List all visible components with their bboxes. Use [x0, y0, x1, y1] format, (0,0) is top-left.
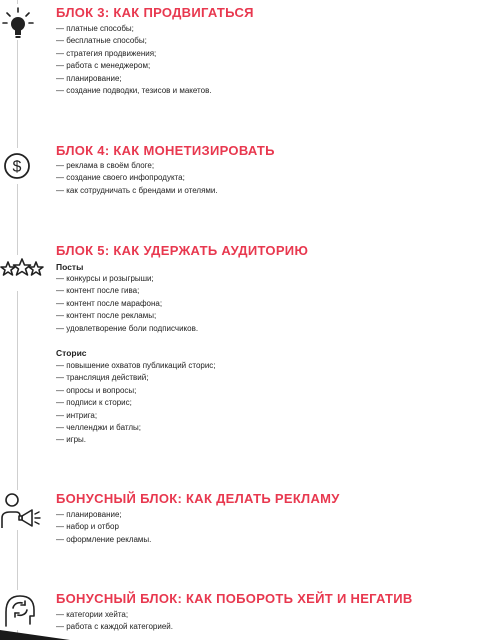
- corner-decoration: [0, 630, 70, 640]
- list-item: — удовлетворение боли подписчиков.: [56, 323, 199, 333]
- stories-list: [56, 360, 216, 447]
- list-item: — челленджи и батлы;: [56, 423, 141, 433]
- list-item: — планирование;: [56, 510, 122, 519]
- refresh-head-icon: [0, 590, 40, 630]
- posts-list: [56, 273, 198, 335]
- bonus-block-1-title: БОНУСНЫЙ БЛОК: КАК ДЕЛАТЬ РЕКЛАМУ: [56, 491, 340, 506]
- svg-text:$: $: [12, 158, 22, 176]
- dollar-coin-icon: [0, 148, 36, 184]
- list-item: — категории хейта;: [56, 610, 129, 619]
- list-item: — контент после гива;: [56, 286, 140, 296]
- list-item: — бесплатные способы;: [56, 36, 147, 46]
- bonus-block-2-title: БОНУСНЫЙ БЛОК: КАК ПОБОРОТЬ ХЕЙТ И НЕГАТИВ: [56, 591, 413, 606]
- list-item: — реклама в своём блоге;: [56, 161, 155, 170]
- block-4-title: БЛОК 4: КАК МОНЕТИЗИРОВАТЬ: [56, 143, 275, 158]
- stories-heading: Сторис: [56, 348, 87, 358]
- list-item: — контент после марафона;: [56, 298, 163, 308]
- block-4-list: [56, 160, 218, 197]
- list-item: — интрига;: [56, 410, 98, 420]
- block-3-title: БЛОК 3: КАК ПРОДВИГАТЬСЯ: [56, 5, 254, 20]
- bonus-block-2-list: [56, 609, 173, 634]
- list-item: — планирование;: [56, 73, 122, 83]
- list-item: — подписи к сторис;: [56, 398, 132, 408]
- list-item: — конкурсы и розыгрыши;: [56, 274, 154, 283]
- list-item: — платные способы;: [56, 24, 134, 33]
- megaphone-person-icon: [0, 490, 44, 530]
- bonus-block-1-list: [56, 509, 151, 546]
- lightbulb-icon: [0, 4, 36, 40]
- list-item: — игры.: [56, 435, 87, 445]
- block-5-title: БЛОК 5: КАК УДЕРЖАТЬ АУДИТОРИЮ: [56, 243, 309, 258]
- list-item: — стратегия продвижения;: [56, 48, 157, 58]
- block-3-list: [56, 23, 212, 97]
- list-item: — оформление рекламы.: [56, 534, 152, 544]
- stars-icon: [0, 255, 44, 291]
- list-item: — трансляция действий;: [56, 373, 149, 383]
- list-item: — повышение охватов публикаций сторис;: [56, 361, 216, 370]
- list-item: — контент после рекламы;: [56, 311, 157, 321]
- posts-heading: Посты: [56, 262, 84, 272]
- list-item: — работа с каждой категорией.: [56, 622, 173, 632]
- list-item: — набор и отбор: [56, 522, 119, 532]
- timeline-line: [17, 0, 18, 640]
- list-item: — создание своего инфопродукта;: [56, 173, 185, 183]
- list-item: — как сотрудничать с брендами и отелями.: [56, 185, 218, 195]
- list-item: — работа с менеджером;: [56, 61, 151, 71]
- list-item: — создание подводки, тезисов и макетов.: [56, 86, 212, 96]
- list-item: — опросы и вопросы;: [56, 385, 137, 395]
